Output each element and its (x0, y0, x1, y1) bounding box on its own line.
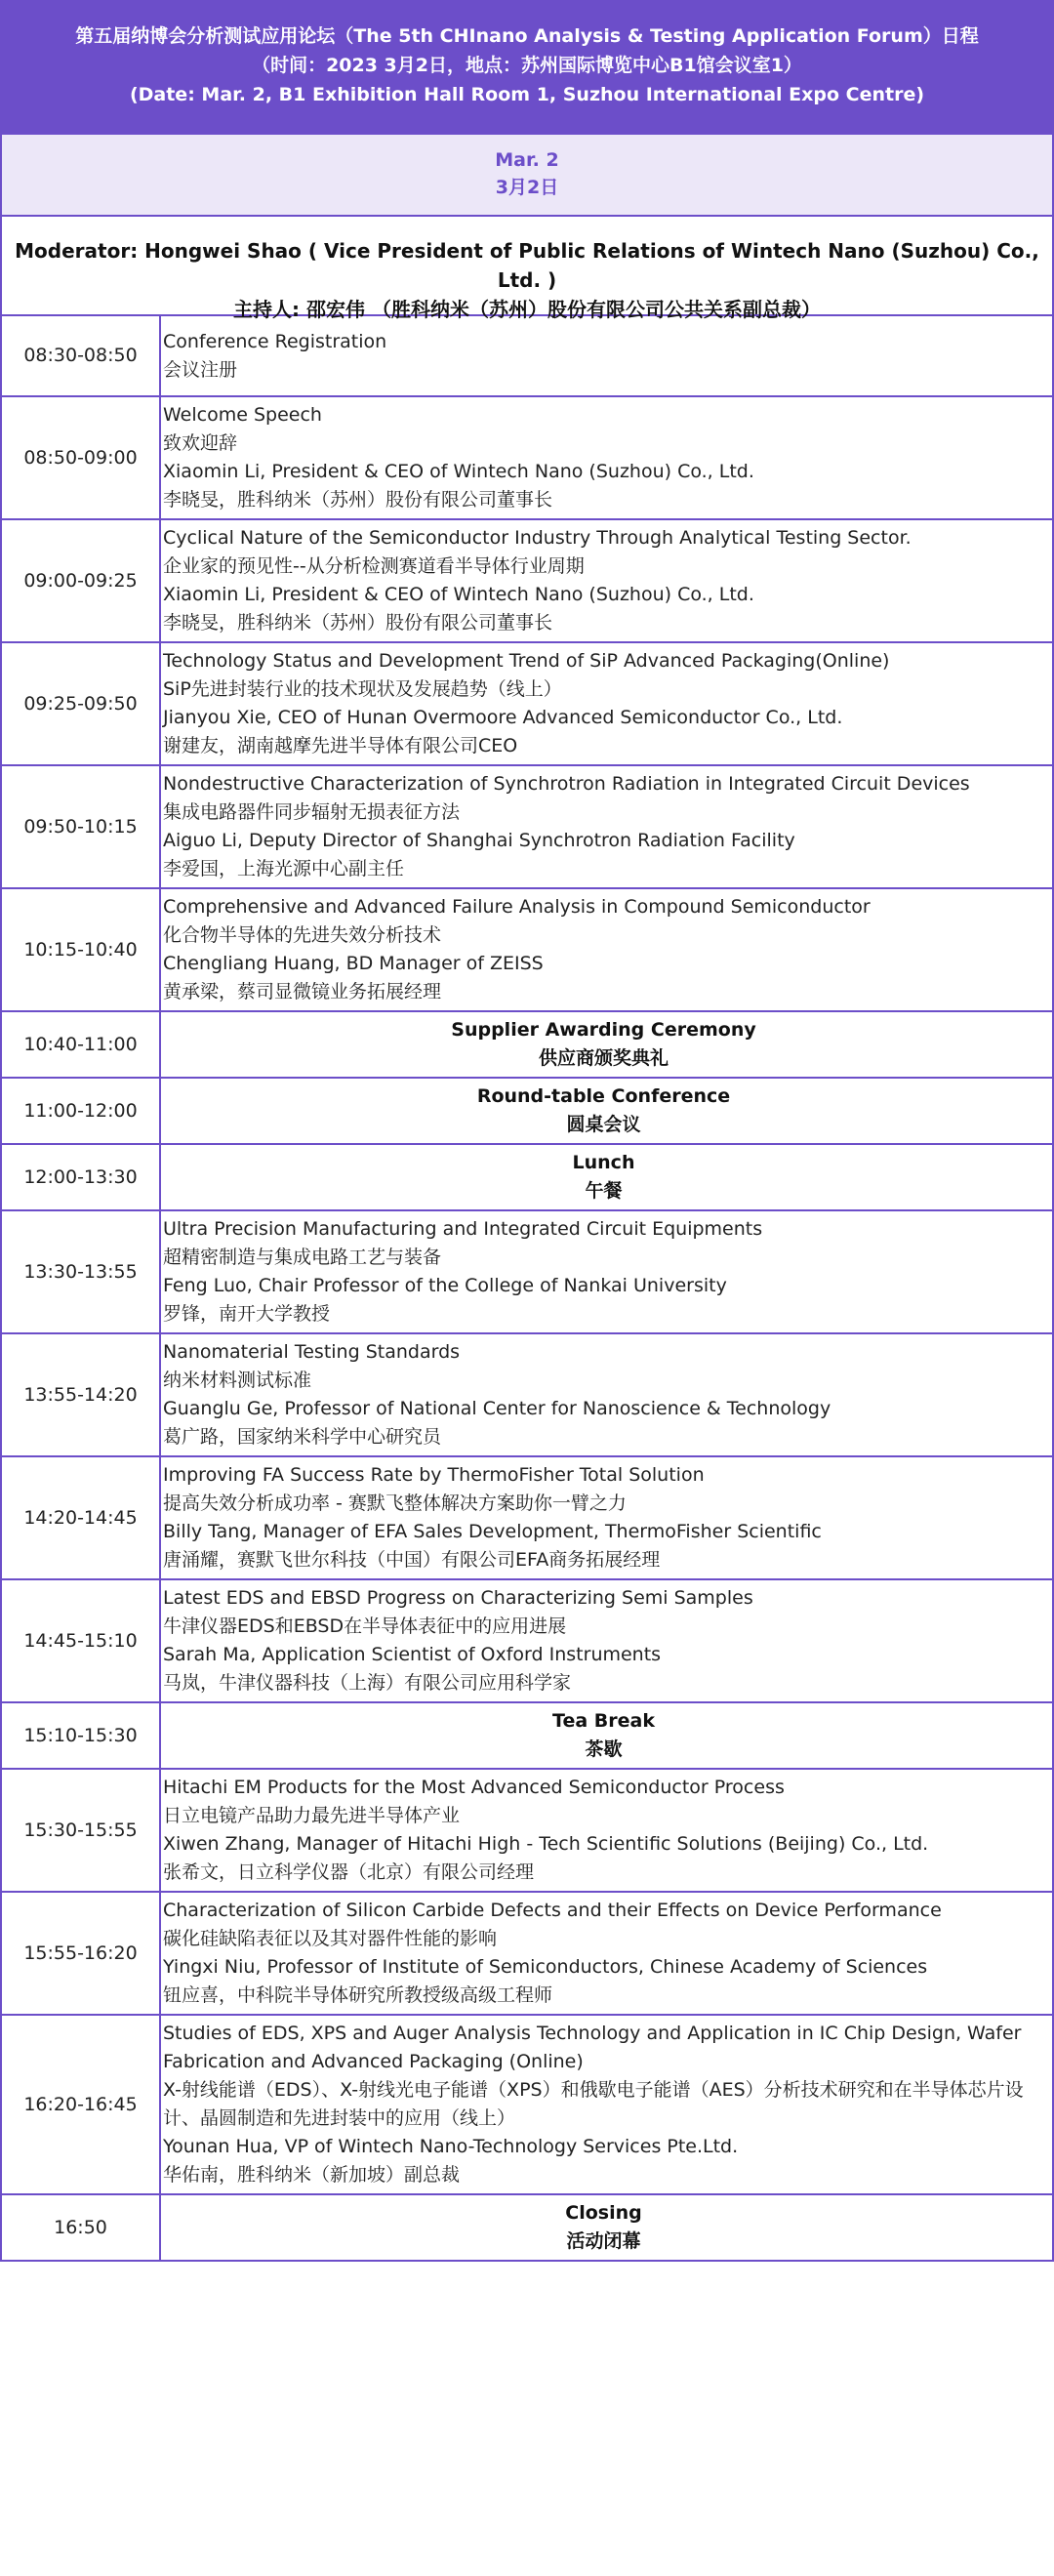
break-title-en: Round-table Conference (476, 1085, 731, 1107)
speaker-en: Guanglu Ge, Professor of National Center for Nanoscience & Technology (163, 1398, 831, 1419)
session-details (160, 1210, 1053, 1333)
speaker-zh: 黄承梁，蔡司显微镜业务拓展经理 (163, 981, 442, 1002)
speaker-en: Chengliang Huang, BD Manager of ZEISS (163, 953, 544, 974)
session-details (160, 642, 1053, 765)
schedule-table (0, 314, 1054, 2262)
session-time: 15:55-16:20 (1, 1892, 160, 2015)
break-session (160, 1144, 1053, 1210)
session-title-zh: 碳化硅缺陷表征以及其对器件性能的影响 (163, 1928, 498, 1949)
schedule-row (1, 2194, 1053, 2261)
session-title-en: Hitachi EM Products for the Most Advanced Semiconductor Process (163, 1777, 785, 1798)
moderator-en: Moderator: Hongwei Shao ( Vice President of Public Relations of Wintech Nano (Suzhou) Co., Ltd. ) (15, 239, 1039, 292)
break-session (160, 1078, 1053, 1144)
speaker-en: Aiguo Li, Deputy Director of Shanghai Synchrotron Radiation Facility (163, 830, 795, 851)
schedule-row (1, 1769, 1053, 1892)
speaker-en: Xiaomin Li, President & CEO of Wintech Nano (Suzhou) Co., Ltd. (163, 461, 754, 482)
session-details (160, 1769, 1053, 1892)
session-time: 14:45-15:10 (1, 1579, 160, 1702)
session-time: 08:30-08:50 (1, 315, 160, 396)
speaker-zh: 李爱国，上海光源中心副主任 (163, 858, 405, 879)
session-title-zh: 企业家的预见性--从分析检测赛道看半导体行业周期 (163, 555, 585, 577)
session-time: 09:00-09:25 (1, 519, 160, 642)
break-title-zh: 圆桌会议 (566, 1114, 641, 1135)
schedule-row (1, 1579, 1053, 1702)
schedule-row (1, 519, 1053, 642)
speaker-en: Sarah Ma, Application Scientist of Oxford Instruments (163, 1644, 662, 1665)
date-zh: 3月2日 (495, 177, 559, 198)
schedule-row (1, 1144, 1053, 1210)
speaker-en: Feng Luo, Chair Professor of the College of Nankai University (163, 1275, 727, 1296)
session-time: 13:30-13:55 (1, 1210, 160, 1333)
schedule-row (1, 2015, 1053, 2194)
session-time: 15:10-15:30 (1, 1702, 160, 1769)
break-session (160, 1702, 1053, 1769)
break-session (160, 1011, 1053, 1078)
session-title-en: Comprehensive and Advanced Failure Analysis in Compound Semiconductor (163, 896, 871, 918)
schedule-row (1, 1078, 1053, 1144)
schedule-row (1, 642, 1053, 765)
break-title-zh: 茶歇 (585, 1738, 623, 1760)
schedule-row (1, 315, 1053, 396)
session-time: 10:15-10:40 (1, 888, 160, 1011)
speaker-zh: 李晓旻，胜科纳米（苏州）股份有限公司董事长 (163, 612, 553, 634)
session-details (160, 2015, 1053, 2194)
session-details (160, 888, 1053, 1011)
session-title-en: Ultra Precision Manufacturing and Integrated Circuit Equipments (163, 1218, 763, 1240)
break-session (160, 2194, 1053, 2261)
schedule-row (1, 888, 1053, 1011)
session-title-zh: 日立电镜产品助力最先进半导体产业 (163, 1805, 461, 1826)
speaker-zh: 马岚，牛津仪器科技（上海）有限公司应用科学家 (163, 1672, 572, 1694)
session-title-zh: 纳米材料测试标准 (163, 1370, 312, 1391)
break-title-en: Lunch (572, 1152, 635, 1173)
speaker-zh: 葛广路，国家纳米科学中心研究员 (163, 1426, 442, 1448)
schedule-row (1, 396, 1053, 519)
session-time: 12:00-13:30 (1, 1144, 160, 1210)
speaker-zh: 谢建友，湖南越摩先进半导体有限公司CEO (163, 735, 518, 756)
session-title-zh: SiP先进封装行业的技术现状及发展趋势（线上） (163, 678, 562, 700)
session-title-zh: 提高失效分析成功率 - 赛默飞整体解决方案助你一臂之力 (163, 1492, 627, 1514)
break-title-zh: 供应商颁奖典礼 (538, 1047, 669, 1069)
session-details (160, 1892, 1053, 2015)
break-title-zh: 活动闭幕 (566, 2230, 641, 2252)
speaker-en: Xiwen Zhang, Manager of Hitachi High - Tech Scientific Solutions (Beijing) Co., Ltd. (163, 1833, 929, 1855)
session-time: 16:20-16:45 (1, 2015, 160, 2194)
forum-header (0, 0, 1054, 133)
speaker-en: Jianyou Xie, CEO of Hunan Overmoore Advanced Semiconductor Co., Ltd. (163, 707, 843, 728)
session-title-en: Studies of EDS, XPS and Auger Analysis Technology and Application in IC Chip Design, Wafer Fabrication and Advanced Packaging (Online) (163, 2023, 1022, 2072)
session-title-zh: 会议注册 (163, 358, 238, 381)
session-time: 10:40-11:00 (1, 1011, 160, 1078)
session-title-en: Nondestructive Characterization of Synchrotron Radiation in Integrated Circuit Devices (163, 773, 970, 795)
date-band (0, 133, 1054, 215)
session-title-zh: 超精密制造与集成电路工艺与装备 (163, 1247, 442, 1268)
session-time: 09:25-09:50 (1, 642, 160, 765)
session-title-en: Technology Status and Development Trend of SiP Advanced Packaging(Online) (163, 650, 890, 672)
speaker-zh: 张希文，日立科学仪器（北京）有限公司经理 (163, 1861, 535, 1883)
session-title-zh: 化合物半导体的先进失效分析技术 (163, 924, 442, 946)
session-title-zh: 致欢迎辞 (163, 432, 238, 454)
break-title-zh: 午餐 (585, 1180, 623, 1202)
schedule-row (1, 765, 1053, 888)
session-details (160, 765, 1053, 888)
speaker-en: Xiaomin Li, President & CEO of Wintech Nano (Suzhou) Co., Ltd. (163, 584, 754, 605)
break-title-en: Tea Break (552, 1710, 655, 1732)
schedule-row (1, 1702, 1053, 1769)
speaker-zh: 唐涌耀，赛默飞世尔科技（中国）有限公司EFA商务拓展经理 (163, 1549, 661, 1571)
schedule-row (1, 1456, 1053, 1579)
session-title-en: Nanomaterial Testing Standards (163, 1341, 461, 1363)
session-time: 11:00-12:00 (1, 1078, 160, 1144)
session-title-en: Latest EDS and EBSD Progress on Characterizing Semi Samples (163, 1587, 753, 1609)
forum-time-location-zh: （时间：2023 3月2日，地点：苏州国际博览中心B1馆会议室1） (252, 55, 802, 76)
session-details (160, 396, 1053, 519)
session-details (160, 1456, 1053, 1579)
session-time: 16:50 (1, 2194, 160, 2261)
schedule-body (1, 315, 1053, 2261)
session-time: 14:20-14:45 (1, 1456, 160, 1579)
session-title-en: Conference Registration (163, 330, 387, 352)
schedule-row (1, 1011, 1053, 1078)
schedule-row (1, 1892, 1053, 2015)
session-title-en: Improving FA Success Rate by ThermoFisher Total Solution (163, 1464, 705, 1486)
session-time: 08:50-09:00 (1, 396, 160, 519)
forum-time-location-en: (Date: Mar. 2, B1 Exhibition Hall Room 1, Suzhou International Expo Centre) (129, 84, 925, 105)
moderator-block (0, 215, 1054, 321)
forum-title: 第五届纳博会分析测试应用论坛（The 5th CHInano Analysis & Testing Application Forum）日程 (75, 25, 979, 47)
date-en: Mar. 2 (495, 149, 559, 171)
break-title-en: Closing (565, 2202, 642, 2224)
session-title-zh: 集成电路器件同步辐射无损表征方法 (163, 801, 461, 823)
speaker-zh: 罗锋，南开大学教授 (163, 1303, 331, 1325)
speaker-zh: 钮应喜，中科院半导体研究所教授级高级工程师 (163, 1984, 553, 2006)
moderator-zh: 主持人: 邵宏伟 （胜科纳米（苏州）股份有限公司公共关系副总裁） (233, 298, 821, 321)
speaker-en: Younan Hua, VP of Wintech Nano-Technology Services Pte.Ltd. (163, 2136, 739, 2157)
break-title-en: Supplier Awarding Ceremony (451, 1019, 756, 1041)
session-time: 09:50-10:15 (1, 765, 160, 888)
session-details (160, 1333, 1053, 1456)
session-title-zh: X-射线能谱（EDS）、X-射线光电子能谱（XPS）和俄歇电子能谱（AES）分析技术研究和在半导体芯片设计、晶圆制造和先进封装中的应用（线上） (163, 2079, 1024, 2129)
session-details (160, 519, 1053, 642)
session-title-en: Welcome Speech (163, 404, 322, 426)
session-details (160, 1579, 1053, 1702)
session-title-zh: 牛津仪器EDS和EBSD在半导体表征中的应用进展 (163, 1615, 567, 1637)
session-time: 15:30-15:55 (1, 1769, 160, 1892)
session-details (160, 315, 1053, 396)
speaker-zh: 华佑南，胜科纳米（新加坡）副总裁 (163, 2164, 461, 2186)
speaker-en: Billy Tang, Manager of EFA Sales Development, ThermoFisher Scientific (163, 1521, 822, 1542)
schedule-row (1, 1333, 1053, 1456)
session-title-en: Cyclical Nature of the Semiconductor Industry Through Analytical Testing Sector. (163, 527, 912, 549)
session-time: 13:55-14:20 (1, 1333, 160, 1456)
speaker-en: Yingxi Niu, Professor of Institute of Semiconductors, Chinese Academy of Sciences (163, 1956, 928, 1978)
schedule-row (1, 1210, 1053, 1333)
speaker-zh: 李晓旻，胜科纳米（苏州）股份有限公司董事长 (163, 489, 553, 511)
session-title-en: Characterization of Silicon Carbide Defects and their Effects on Device Performance (163, 1900, 942, 1921)
